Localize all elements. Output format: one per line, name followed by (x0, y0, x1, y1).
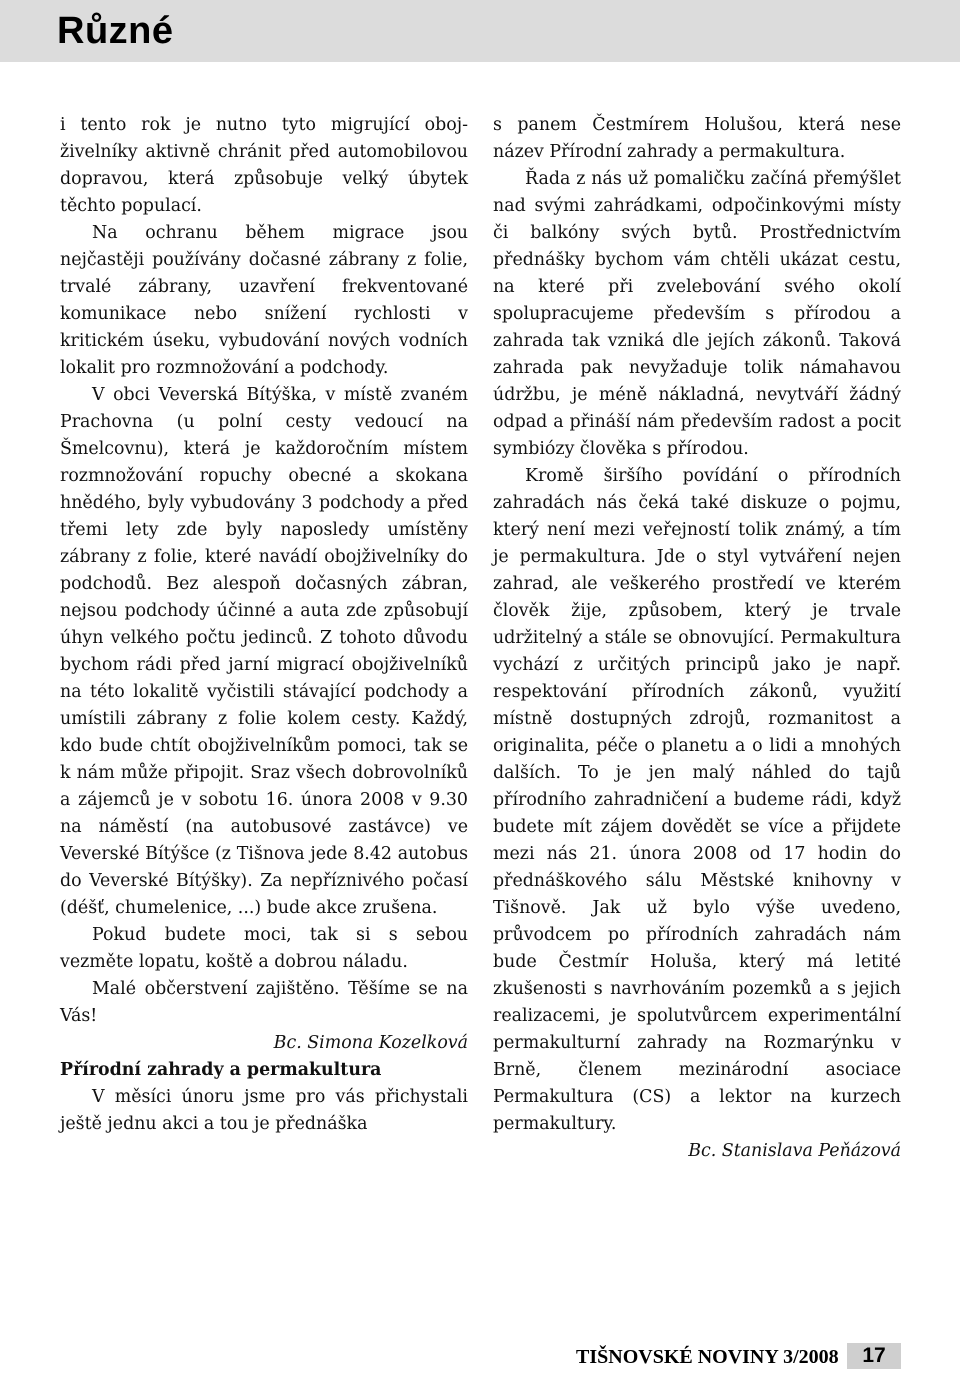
right-column (493, 112, 901, 1165)
left-paragraph-6: V měsíci únoru jsme pro vás přichystali ještě jednu akci a tou je přednáška (60, 1087, 468, 1134)
page-number: 17 (847, 1343, 901, 1369)
left-paragraph-3: V obci Veverská Bítýška, v místě zvaném Prachovna (u polní cesty vedoucí na Šmelcovnu), která je každoročním místem rozmnožování ropuchy obecné a skokana hnědého, byly vybudovány 3 podchody a před třemi lety zde byly naposledy umístěny zábrany z folie, které navádí obojživelníky do podchodů. Bez alespoň dočasných zábran, nejsou podchody účinné a auta zde způsobují úhyn velkého počtu jedinců. Z tohoto důvodu bychom rádi před jarní migrací obojživelníků na této lokalitě vyčistili stávající podchody a umístili zábrany z folie kolem cesty. Každý, kdo bude chtít obojživelníkům pomoci, tak se k nám může připojit. Sraz všech dobrovolníků a zájemců je v sobotu 16. února 2008 v 9.30 na náměstí (na autobusové zastávce) ve Veverské Bítýšce (z Tišnova jede 8.42 autobus do Veverské Bítýšky). Za nepříznivého počasí (déšť, chumelenice, ...) bude akce zrušena. (60, 385, 468, 918)
publication-footer: TIŠNOVSKÉ NOVINY 3/2008 (576, 1346, 839, 1368)
left-paragraph-2: Na ochranu během migrace jsou nejčastěji používány dočasné zábrany z folie, trvalé zábrany, uzavření frekventované komunikace nebo snížení rychlosti v kritickém úseku, vybudování nových vodních lokalit pro rozmnožování a podchody. (60, 223, 468, 378)
article-heading: Přírodní zahrady a permakultura (60, 1060, 382, 1080)
header-band (0, 0, 960, 62)
right-paragraph-1: s panem Čestmírem Holušou, která nese název Přírodní zahrady a permakultura. (493, 115, 901, 162)
right-paragraph-2: Řada z nás už pomaličku začíná přemýšlet nad svými zahrádkami, odpočinkovými místy či balkóny svých bytů. Prostřednictvím přednášky bychom vám chtěli ukázat cestu, na které při zvelebování svého okolí spolupracujeme především s přírodou a zahrada tak vzniká dle jejích zákonů. Taková zahrada pak nevyžaduje tolik námahavou údržbu, je méně nákladná, nevytváří žádný odpad a přináší nám především radost a pocit symbiózy člověka s přírodou. (493, 169, 901, 459)
author-signature-left: Bc. Simona Kozelková (273, 1033, 468, 1053)
left-column (60, 112, 468, 1138)
left-paragraph-5: Malé občerstvení zajištěno. Těšíme se na Vás! (60, 979, 468, 1026)
right-paragraph-3: Kromě širšího povídání o přírodních zahradách nás čeká také diskuze o pojmu, který není mezi veřejností tolik známý, a tím je permakultura. Jde o styl vytváření nejen zahrad, ale veškerého prostředí ve kterém člověk žije, způsobem, který je trvale udržitelný a stále se obnovující. Permakultura vychází z určitých principů jako je např. respektování přírodních zákonů, využití místně dostupných zdrojů, rozmanitost a originalita, péče o planetu a o lidi a mnohých dalších. To je jen malý náhled do tajů přírodního zahradničení a budeme rádi, když budete mít zájem dovědět se více a přijdete mezi nás 21. února 2008 od 17 hodin do přednáškového sálu Městské knihovny v Tišnově. Jak už bylo výše uvedeno, průvodcem po přírodních zahradách nám bude Čestmír Holuša, který má letité zkušenosti s navrhováním pozemků a s jejich realizacemi, je spolutvůrcem experimentální permakulturní zahrady na Rozmarýnku v Brně, členem mezinárodní asociace Permakultura (CS) a lektor na kurzech permakultury. (493, 466, 901, 1134)
left-paragraph-1: i tento rok je nutno tyto migrující obojživelníky aktivně chránit před automobilovou dopravou, která způsobuje velký úbytek těchto populací. (60, 115, 468, 216)
left-paragraph-4: Pokud budete moci, tak si s sebou vezměte lopatu, koště a dobrou náladu. (60, 925, 468, 972)
author-signature-right: Bc. Stanislava Peňázová (688, 1141, 901, 1161)
section-title: Různé (57, 10, 174, 52)
